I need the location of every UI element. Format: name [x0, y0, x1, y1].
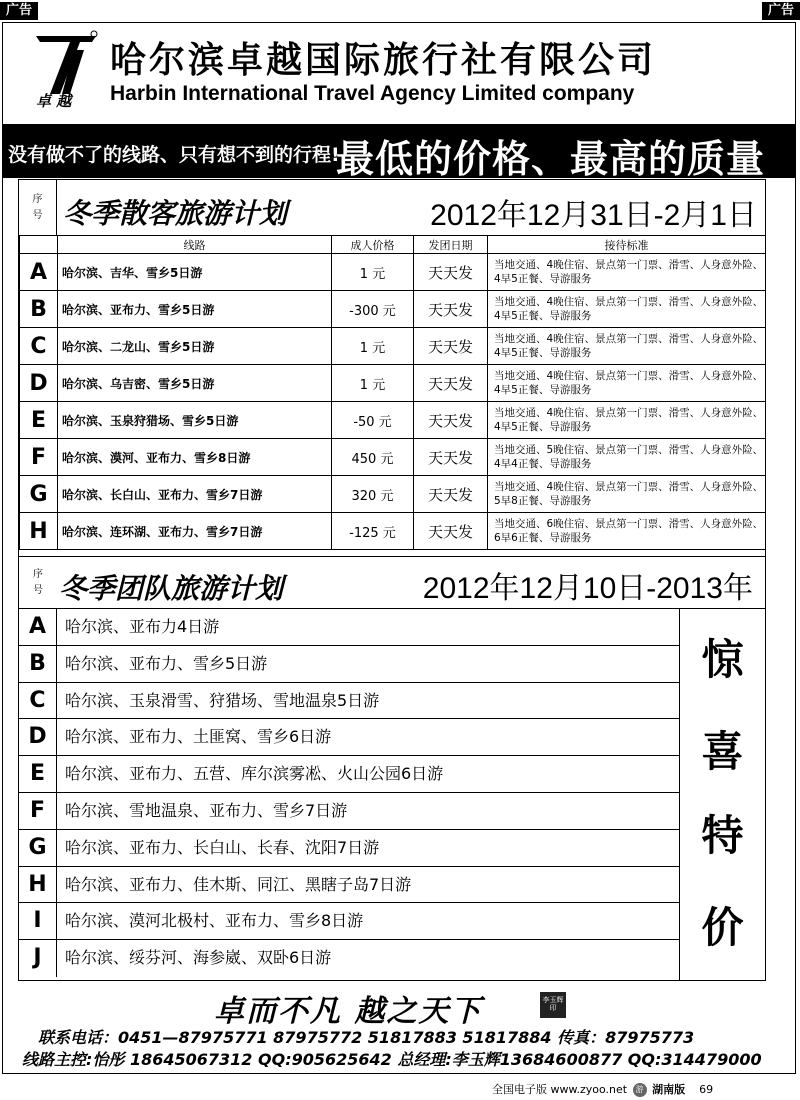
seal-stamp: 李玉辉印: [540, 992, 566, 1018]
item-letter: C: [19, 683, 57, 719]
row-price: -125 元: [332, 513, 414, 550]
row-depart: 天天发: [414, 439, 488, 476]
header-route: 线路: [58, 236, 332, 254]
row-route: 哈尔滨、漠河、亚布力、雪乡8日游: [58, 439, 332, 476]
row-letter: D: [20, 365, 58, 402]
row-depart: 天天发: [414, 328, 488, 365]
header-price: 成人价格: [332, 236, 414, 254]
item-route: 哈尔滨、漠河北极村、亚布力、雪乡8日游: [65, 911, 364, 931]
header-seq: [20, 236, 58, 254]
row-standard: 当地交通、4晚住宿、景点第一门票、滑雪、人身意外险、4早5正餐、导游服务: [488, 328, 766, 365]
row-letter: A: [20, 254, 58, 291]
surprise-char: 喜: [701, 727, 744, 776]
row-depart: 天天发: [414, 402, 488, 439]
item-route: 哈尔滨、玉泉滑雪、狩猎场、雪地温泉5日游: [65, 690, 380, 710]
row-standard: 当地交通、4晚住宿、景点第一门票、滑雪、人身意外险、4早5正餐、导游服务: [488, 254, 766, 291]
list-item: [19, 646, 679, 683]
table-row: [20, 291, 766, 328]
ad-tag-right: 广告: [762, 2, 800, 20]
item-letter: G: [19, 830, 57, 866]
section-date: 2012年12月10日-2013年: [422, 572, 753, 605]
header-depart: 发团日期: [414, 236, 488, 254]
company-name-en: Harbin International Travel Agency Limited company: [110, 82, 635, 105]
banner-big-text: 最低的价格、最高的质量: [336, 136, 766, 181]
list-item: [19, 940, 679, 977]
row-letter: H: [20, 513, 58, 550]
row-depart: 天天发: [414, 476, 488, 513]
page-footer: [492, 1081, 713, 1097]
surprise-char: 特: [701, 811, 744, 860]
company-name-cn: 哈尔滨卓越国际旅行社有限公司: [110, 39, 657, 81]
seq-label: 序 号: [33, 569, 43, 596]
row-route: 哈尔滨、长白山、亚布力、雪乡7日游: [58, 476, 332, 513]
footer-edition: 湖南版: [652, 1083, 686, 1096]
item-route: 哈尔滨、雪地温泉、亚布力、雪乡7日游: [65, 800, 348, 820]
logo-text: 卓 越: [36, 92, 72, 110]
table-row: [20, 328, 766, 365]
row-price: 450 元: [332, 439, 414, 476]
row-letter: C: [20, 328, 58, 365]
footer-site: 全国电子版 www.zyoo.net: [492, 1083, 628, 1096]
section-date: 2012年12月31日-2月1日: [430, 199, 757, 232]
row-standard: 当地交通、4晚住宿、景点第一门票、滑雪、人身意外险、4早5正餐、导游服务: [488, 402, 766, 439]
list-item: [19, 683, 679, 720]
item-route: 哈尔滨、亚布力、五营、库尔滨雾凇、火山公园6日游: [65, 764, 444, 784]
row-price: 1 元: [332, 328, 414, 365]
individual-tour-table: [19, 235, 766, 550]
item-route: 哈尔滨、亚布力、长白山、长春、沈阳7日游: [65, 837, 380, 857]
table-row: [20, 513, 766, 550]
list-item: [19, 830, 679, 867]
row-letter: F: [20, 439, 58, 476]
item-letter: E: [19, 756, 57, 792]
row-standard: 当地交通、5晚住宿、景点第一门票、滑雪、人身意外险、4早4正餐、导游服务: [488, 439, 766, 476]
row-letter: G: [20, 476, 58, 513]
row-route: 哈尔滨、二龙山、雪乡5日游: [58, 328, 332, 365]
item-letter: A: [19, 609, 57, 645]
row-standard: 当地交通、4晚住宿、景点第一门票、滑雪、人身意外险、5早8正餐、导游服务: [488, 476, 766, 513]
header-standard: 接待标准: [488, 236, 766, 254]
section-title: 冬季散客旅游计划: [63, 197, 288, 230]
item-letter: H: [19, 867, 57, 903]
group-tour-section: [18, 557, 766, 981]
row-route: 哈尔滨、玉泉狩猎场、雪乡5日游: [58, 402, 332, 439]
row-depart: 天天发: [414, 365, 488, 402]
table-row: [20, 402, 766, 439]
row-route: 哈尔滨、连环湖、亚布力、雪乡7日游: [58, 513, 332, 550]
row-letter: E: [20, 402, 58, 439]
surprise-price-label: [679, 609, 765, 980]
list-item: [19, 903, 679, 940]
list-item: [19, 756, 679, 793]
table-row: [20, 476, 766, 513]
row-depart: 天天发: [414, 254, 488, 291]
row-price: -300 元: [332, 291, 414, 328]
slogan-banner: [2, 124, 796, 181]
row-price: 1 元: [332, 365, 414, 402]
item-letter: F: [19, 793, 57, 829]
list-item: [19, 793, 679, 830]
contact-phone-line: 联系电话：0451—87975771 87975772 51817883 51817884 传真：87975773: [38, 1028, 695, 1047]
row-route: 哈尔滨、乌吉密、雪乡5日游: [58, 365, 332, 402]
list-item: [19, 719, 679, 756]
contact-manager-line: 线路主控:怡彤 18645067312 QQ:905625642 总经理:李玉辉13684600877 QQ:314479000: [22, 1050, 762, 1069]
row-letter: B: [20, 291, 58, 328]
table-row: [20, 254, 766, 291]
table-header-row: [20, 236, 766, 254]
row-price: 320 元: [332, 476, 414, 513]
row-route: 哈尔滨、亚布力、雪乡5日游: [58, 291, 332, 328]
table-row: [20, 365, 766, 402]
surprise-char: 价: [701, 903, 744, 952]
seq-label: 序 号: [19, 180, 57, 236]
row-price: 1 元: [332, 254, 414, 291]
group-tour-list: [19, 609, 679, 977]
item-route: 哈尔滨、亚布力、雪乡5日游: [65, 653, 268, 673]
individual-tour-section: [18, 179, 766, 557]
item-route: 哈尔滨、亚布力、佳木斯、同江、黑瞎子岛7日游: [65, 874, 412, 894]
banner-small-text: 没有做不了的线路、只有想不到的行程!: [8, 144, 340, 166]
item-route: 哈尔滨、亚布力、土匪窝、雪乡6日游: [65, 727, 332, 747]
ad-tag-left: 广告: [0, 2, 38, 20]
row-depart: 天天发: [414, 513, 488, 550]
list-item: [19, 867, 679, 904]
row-price: -50 元: [332, 402, 414, 439]
item-letter: B: [19, 646, 57, 682]
item-route: 哈尔滨、绥芬河、海参崴、双卧6日游: [65, 948, 332, 968]
slogan: 卓而不凡 越之天下: [214, 994, 483, 1029]
surprise-char: 惊: [701, 635, 744, 684]
table-row: [20, 439, 766, 476]
item-letter: J: [19, 940, 57, 977]
row-standard: 当地交通、6晚住宿、景点第一门票、滑雪、人身意外险、6早6正餐、导游服务: [488, 513, 766, 550]
item-letter: D: [19, 719, 57, 755]
footer-logo-icon: 游: [633, 1083, 647, 1097]
row-standard: 当地交通、4晚住宿、景点第一门票、滑雪、人身意外险、4早5正餐、导游服务: [488, 365, 766, 402]
item-route: 哈尔滨、亚布力4日游: [65, 617, 220, 636]
footer-page-number: 69: [699, 1083, 714, 1096]
row-route: 哈尔滨、吉华、雪乡5日游: [58, 254, 332, 291]
row-standard: 当地交通、4晚住宿、景点第一门票、滑雪、人身意外险、4早5正餐、导游服务: [488, 291, 766, 328]
row-depart: 天天发: [414, 291, 488, 328]
group-section-header: [19, 557, 765, 609]
list-item: [19, 609, 679, 646]
section-title: 冬季团队旅游计划: [59, 572, 284, 605]
item-letter: I: [19, 903, 57, 939]
